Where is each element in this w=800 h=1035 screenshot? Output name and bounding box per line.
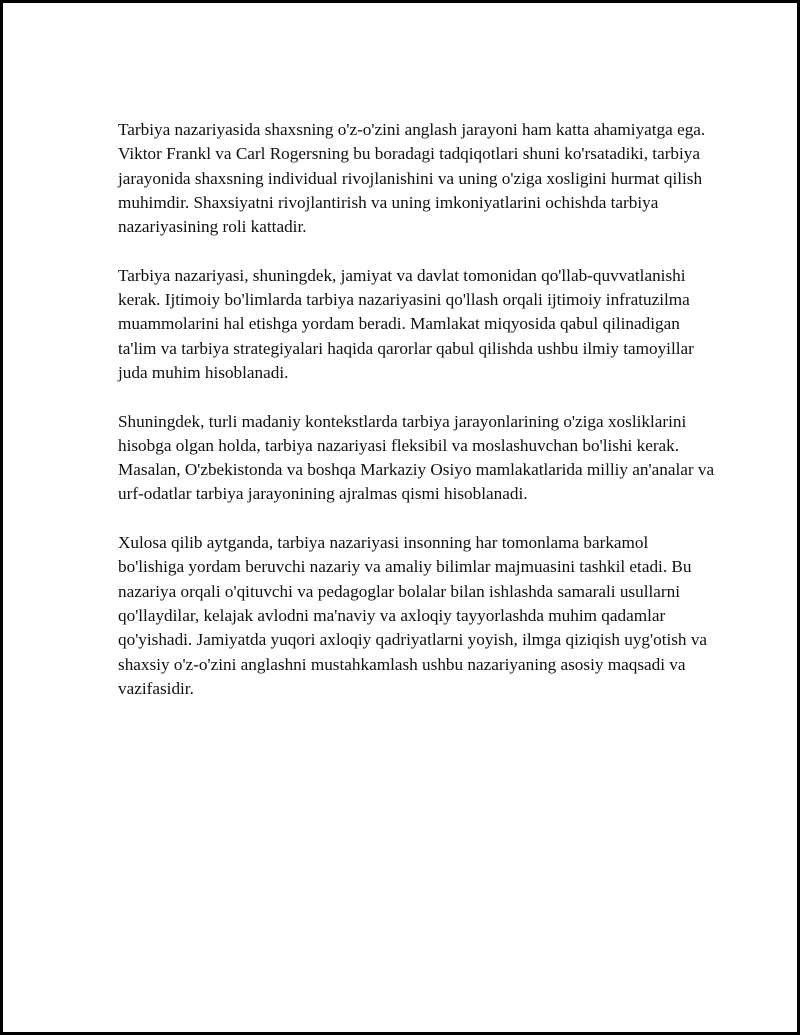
document-body — [118, 118, 718, 725]
paragraph-3: Shuningdek, turli madaniy kontekstlarda tarbiya jarayonlarining o'ziga xosliklarini hisobga olgan holda, tarbiya nazariyasi fleksibil va moslashuvchan bo'lishi kerak. Masalan, O'zbekistonda va boshqa Markaziy Osiyo mamlakatlarida milliy an'analar va urf-odatlar tarbiya jarayonining ajralmas qismi hisoblanadi. — [118, 411, 715, 504]
paragraph-2: Tarbiya nazariyasi, shuningdek, jamiyat va davlat tomonidan qo'llab-quvvatlanishi kerak. Ijtimoiy bo'limlarda tarbiya nazariyasini qo'llash orqali ijtimoiy infratuzilma muammolarini hal etishga yordam beradi. Mamlakat miqyosida qabul qilinadigan ta'lim va tarbiya strategiyalari haqida qarorlar qabul qilishda ushbu ilmiy tamoyillar juda muhim hisoblanadi. — [118, 265, 694, 382]
paragraph-1: Tarbiya nazariyasida shaxsning o'z-o'zini anglash jarayoni ham katta ahamiyatga ega. Viktor Frankl va Carl Rogersning bu boradagi tadqiqotlari shuni ko'rsatadiki, tarbiya jarayonida shaxsning individual rivojlanishini va uning o'ziga xosligini hurmat qilish muhimdir. Shaxsiyatni rivojlantirish va uning imkoniyatlarini ochishda tarbiya nazariyasining roli kattadir. — [118, 120, 706, 237]
paragraph-4: Xulosa qilib aytganda, tarbiya nazariyasi insonning har tomonlama barkamol bo'lishiga yordam beruvchi nazariy va amaliy bilimlar majmuasini tashkil etadi. Bu nazariya orqali o'qituvchi va pedagoglar bolalar bilan ishlashda samarali usullarni qo'llaydilar, kelajak avlodni ma'naviy va axloqiy tayyorlashda muhim qadamlar qo'yishadi. Jamiyatda yuqori axloqiy qadriyatlarni yoyish, ilmga qiziqish uyg'otish va shaxsiy o'z-o'zini anglashni mustahkamlash ushbu nazariyaning asosiy maqsadi va vazifasidir. — [118, 533, 708, 698]
